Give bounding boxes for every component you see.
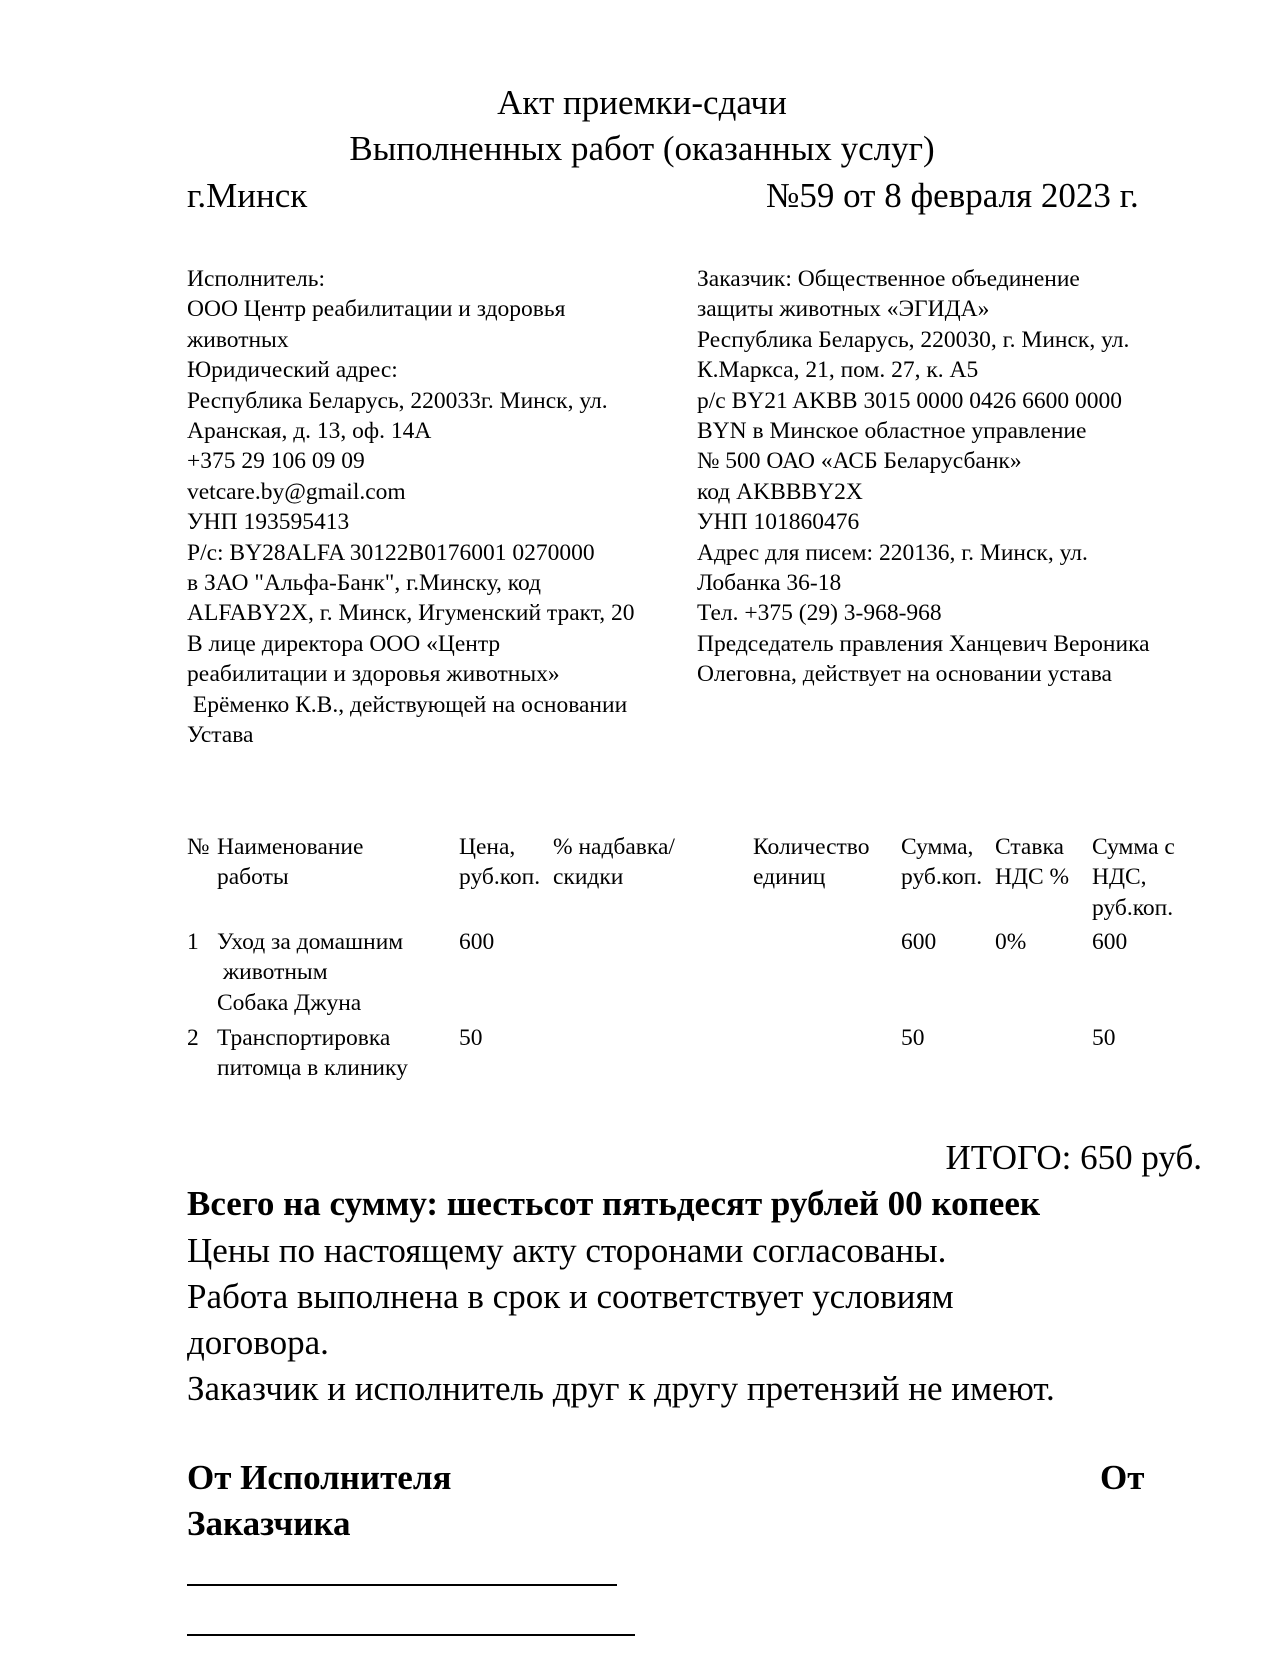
row-sum: 600 xyxy=(901,929,937,955)
signature-customer-label: От xyxy=(1100,1458,1145,1497)
row-sum: 50 xyxy=(901,1025,925,1051)
detail-line: УНП 193595413 xyxy=(187,509,350,536)
signature-line-customer xyxy=(187,1634,635,1636)
document-number-date: №59 от 8 февраля 2023 г. xyxy=(766,176,1139,215)
row-name: Транспортировка питомца в клинику xyxy=(217,1025,408,1082)
amount-in-words: Всего на сумму: шестьсот пятьдесят рублей 00 копеек xyxy=(187,1184,1041,1223)
detail-line: Адрес для писем: 220136, г. Минск, ул. xyxy=(697,539,1088,566)
row-vat-rate: 0% xyxy=(995,929,1027,955)
detail-line: Исполнитель: xyxy=(187,266,325,292)
customer-details xyxy=(697,264,1150,690)
detail-line: vetcare.by@gmail.com xyxy=(187,478,406,505)
row-num: 1 xyxy=(187,929,199,955)
detail-line: +375 29 106 09 09 xyxy=(187,448,365,475)
summary-line: договора. xyxy=(187,1323,329,1362)
row-price: 600 xyxy=(459,929,495,955)
summary-line: Заказчик и исполнитель друг к другу претензий не имеют. xyxy=(187,1369,1055,1408)
detail-line: Р/с: BY28ALFA 30122B0176001 0270000 xyxy=(187,539,595,566)
detail-line: Республика Беларусь, 220030, г. Минск, ул. xyxy=(697,326,1130,353)
detail-line: Ерёменко К.В., действующей на основании xyxy=(187,691,628,718)
signature-customer-label-cont: Заказчика xyxy=(187,1504,351,1543)
detail-line: р/с BY21 AKBB 3015 0000 0426 6600 0000 xyxy=(697,387,1122,414)
total-amount: ИТОГО: 650 руб. xyxy=(945,1138,1202,1177)
row-sum-with-vat: 600 xyxy=(1092,929,1128,955)
document-subtitle: Выполненных работ (оказанных услуг) xyxy=(349,129,935,168)
signature-line-executor xyxy=(187,1584,617,1586)
header-markup: % надбавка/ скидки xyxy=(553,834,675,891)
detail-line: № 500 ОАО «АСБ Беларусбанк» xyxy=(697,448,1022,475)
detail-line: Лобанка 36-18 xyxy=(697,570,842,597)
detail-line: Олеговна, действует на основании устава xyxy=(697,661,1112,688)
detail-line: ООО Центр реабилитации и здоровья xyxy=(187,296,566,323)
summary-line: Работа выполнена в срок и соответствует условиям xyxy=(187,1277,954,1316)
detail-line: ALFABY2X, г. Минск, Игуменский тракт, 20 xyxy=(187,600,635,627)
header-quantity: Количество единиц xyxy=(753,834,870,891)
detail-line: Юридический адрес: xyxy=(187,357,398,384)
detail-line: В лице директора ООО «Центр xyxy=(187,630,501,657)
detail-line: К.Маркса, 21, пом. 27, к. А5 xyxy=(697,357,979,384)
row-num: 2 xyxy=(187,1025,199,1051)
signature-executor-label: От Исполнителя xyxy=(187,1458,452,1497)
row-name: Уход за домашним животным Собака Джуна xyxy=(217,929,404,1016)
detail-line: в ЗАО "Альфа-Банк", г.Минску, код xyxy=(187,570,541,597)
detail-line: животных xyxy=(187,326,289,353)
detail-line: Председатель правления Ханцевич Вероника xyxy=(697,630,1150,657)
header-sum-with-vat: Сумма с НДС, руб.коп. xyxy=(1092,834,1175,921)
document-title: Акт приемки-сдачи xyxy=(497,83,787,122)
city: г.Минск xyxy=(187,176,308,215)
header-price: Цена, руб.коп. xyxy=(459,834,541,891)
executor-details xyxy=(187,264,635,751)
detail-line: Заказчик: Общественное объединение xyxy=(697,266,1080,292)
detail-line: УНП 101860476 xyxy=(697,509,860,536)
row-price: 50 xyxy=(459,1025,483,1051)
detail-line: Тел. +375 (29) 3-968-968 xyxy=(697,600,942,627)
header-vat-rate: Ставка НДС % xyxy=(995,834,1070,891)
detail-line: Республика Беларусь, 220033г. Минск, ул. xyxy=(187,387,608,414)
header-num: № xyxy=(187,834,210,860)
summary-line: Цены по настоящему акту сторонами согласованы. xyxy=(187,1231,947,1270)
header-name: Наименование работы xyxy=(217,834,364,891)
header-sum: Сумма, руб.коп. xyxy=(901,834,983,891)
detail-line: защиты животных «ЭГИДА» xyxy=(697,296,990,323)
detail-line: реабилитации и здоровья животных» xyxy=(187,661,560,688)
detail-line: Устава xyxy=(187,722,254,749)
detail-line: код AKBBBY2X xyxy=(697,478,863,505)
row-sum-with-vat: 50 xyxy=(1092,1025,1116,1051)
detail-line: BYN в Минское областное управление xyxy=(697,418,1087,445)
detail-line: Аранская, д. 13, оф. 14А xyxy=(187,418,432,445)
